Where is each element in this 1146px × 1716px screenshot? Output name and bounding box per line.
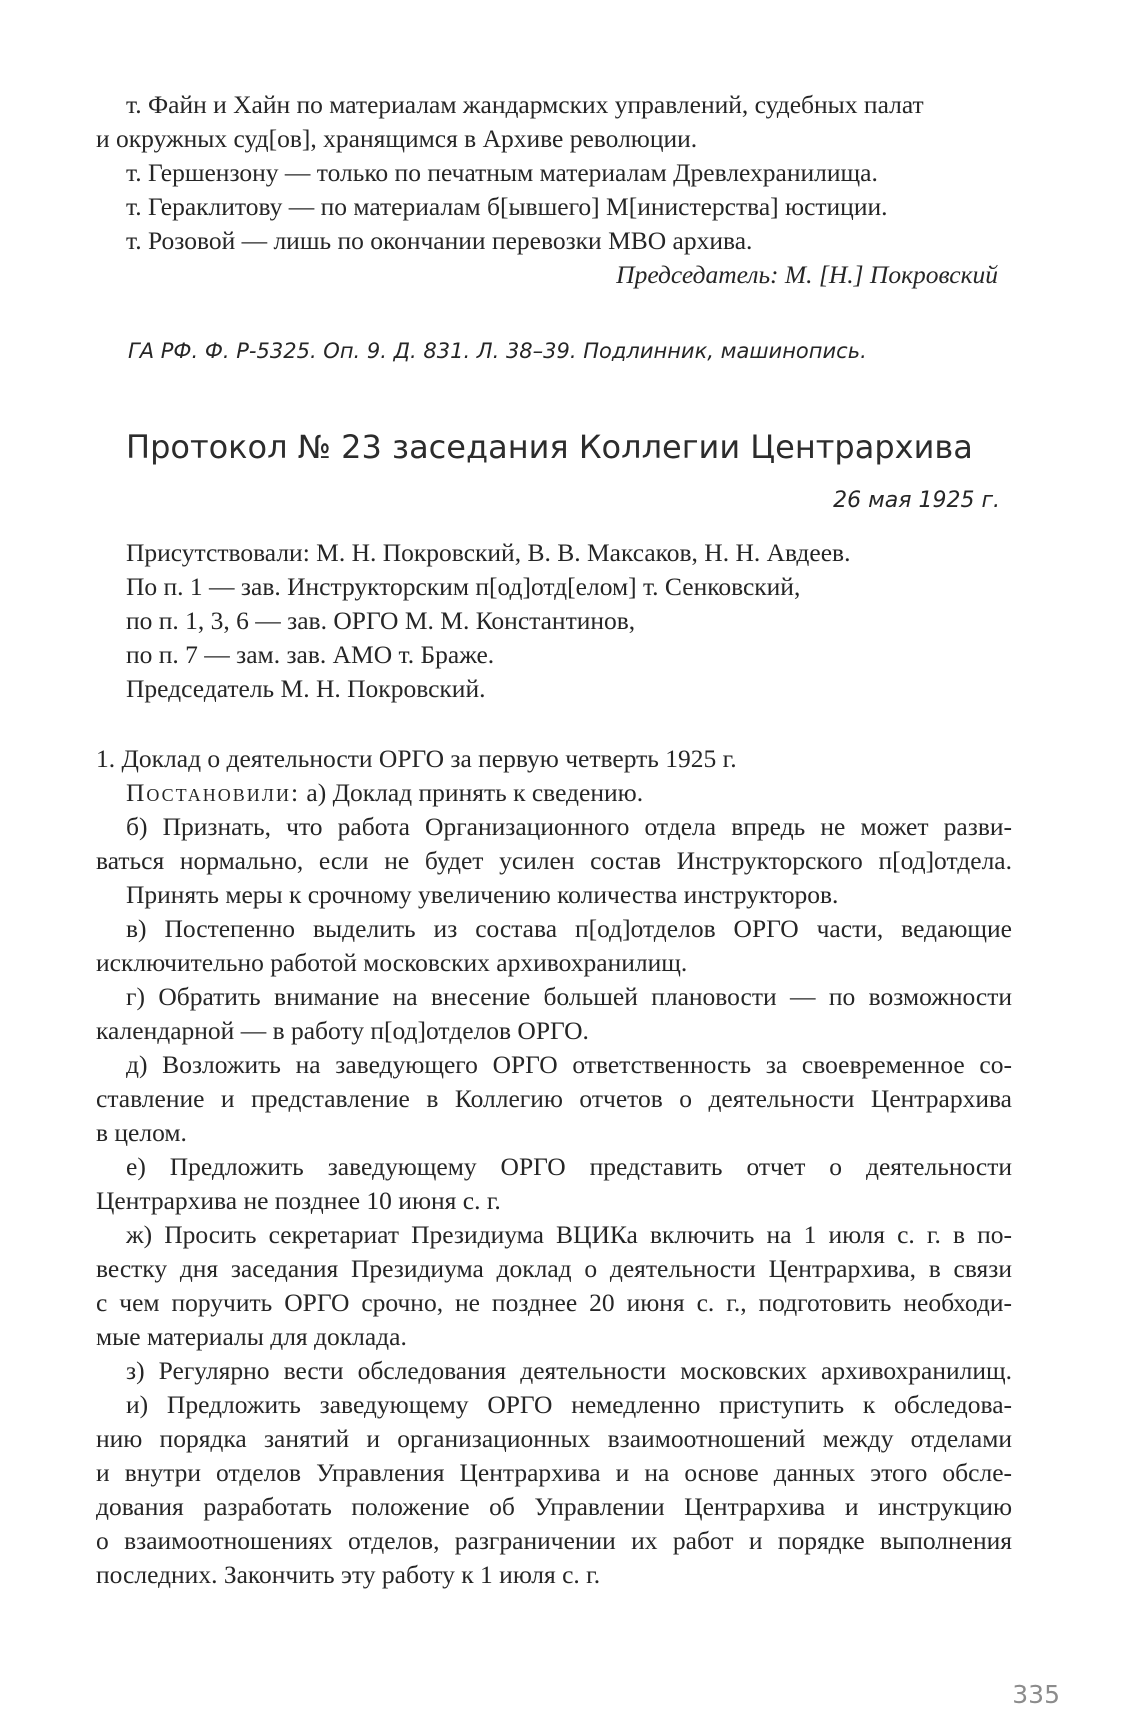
text-line: б) Признать, что работа Организационного отдела впредь не может разви-: [126, 812, 1012, 841]
attendance-line: по п. 7 — зам. зав. АМО т. Браже.: [126, 640, 495, 669]
text-line: т. Розовой — лишь по окончании перевозки МВО архива.: [126, 226, 753, 255]
text-line: календарной — в работу п[од]отделов ОРГО.: [96, 1016, 589, 1045]
text-line: с чем поручить ОРГО срочно, не позднее 20 июня с. г., подготовить необходи-: [96, 1288, 1012, 1317]
item-title: 1. Доклад о деятельности ОРГО за первую четверть 1925 г.: [96, 744, 737, 773]
attendance-line: Присутствовали: М. Н. Покровский, В. В. Максаков, Н. Н. Авдеев.: [126, 538, 851, 567]
text-line: вестку дня заседания Президиума доклад о деятельности Центрархива, в связи: [96, 1254, 1012, 1283]
text-line: ж) Просить секретариат Президиума ВЦИКа включить на 1 июля с. г. в по-: [126, 1220, 1012, 1249]
text-line: ваться нормально, если не будет усилен состав Инструкторского п[од]отдела.: [96, 846, 1012, 875]
text-line: т. Гершензону — только по печатным материалам Древлехранилища.: [126, 158, 878, 187]
text-line: г) Обратить внимание на внесение большей плановости — по возможности: [126, 982, 1012, 1011]
text-line: т. Гераклитову — по материалам б[ывшего] М[инистерства] юстиции.: [126, 192, 888, 221]
text-line: в целом.: [96, 1118, 187, 1147]
archive-source: ГА РФ. Ф. Р-5325. Оп. 9. Д. 831. Л. 38–39. Подлинник, машинопись.: [128, 339, 867, 363]
text-line: ставление и представление в Коллегию отчетов о деятельности Центрархива: [96, 1084, 1012, 1113]
text-line: е) Предложить заведующему ОРГО представить отчет о деятельности: [126, 1152, 1012, 1181]
resolution-line: [126, 776, 643, 810]
text-line: нию порядка занятий и организационных взаимоотношений между отделами: [96, 1424, 1012, 1453]
text-line: мые материалы для доклада.: [96, 1322, 407, 1351]
text-line: исключительно работой московских архивохранилищ.: [96, 948, 688, 977]
protocol-date: 26 мая 1925 г.: [833, 488, 1000, 513]
text-line: о взаимоотношениях отделов, разграничении их работ и порядке выполнения: [96, 1526, 1012, 1555]
attendance-line: Председатель М. Н. Покровский.: [126, 674, 486, 703]
resolved-label: Постановили:: [126, 778, 301, 807]
text-line: дования разработать положение об Управлении Центрархива и инструкцию: [96, 1492, 1012, 1521]
text-line: последних. Закончить эту работу к 1 июля с. г.: [96, 1560, 601, 1589]
text-line: з) Регулярно вести обследования деятельности московских архивохранилищ.: [126, 1356, 1012, 1385]
attendance-line: по п. 1, 3, 6 — зав. ОРГО М. М. Константинов,: [126, 606, 636, 635]
page-number: 335: [1012, 1680, 1060, 1709]
text-line: д) Возложить на заведующего ОРГО ответственность за своевременное со-: [126, 1050, 1012, 1079]
text-line: Принять меры к срочному увеличению количества инструкторов.: [126, 880, 839, 909]
text-line: и) Предложить заведующему ОРГО немедленно приступить к обследова-: [126, 1390, 1012, 1419]
signature: Председатель: М. [Н.] Покровский: [616, 260, 998, 289]
text-line: Центрархива не позднее 10 июня с. г.: [96, 1186, 501, 1215]
attendance-line: По п. 1 — зав. Инструкторским п[од]отд[елом] т. Сенковский,: [126, 572, 801, 601]
text-line: т. Файн и Хайн по материалам жандармских управлений, судебных палат: [126, 90, 924, 119]
text-line: и внутри отделов Управления Центрархива и на основе данных этого обсле-: [96, 1458, 1012, 1487]
protocol-title: Протокол № 23 заседания Коллегии Центрархива: [126, 428, 973, 466]
resolution-a: а) Доклад принять к сведению.: [300, 778, 644, 807]
text-line: в) Постепенно выделить из состава п[од]отделов ОРГО части, ведающие: [126, 914, 1012, 943]
text-line: и окружных суд[ов], хранящимся в Архиве революции.: [96, 124, 698, 153]
